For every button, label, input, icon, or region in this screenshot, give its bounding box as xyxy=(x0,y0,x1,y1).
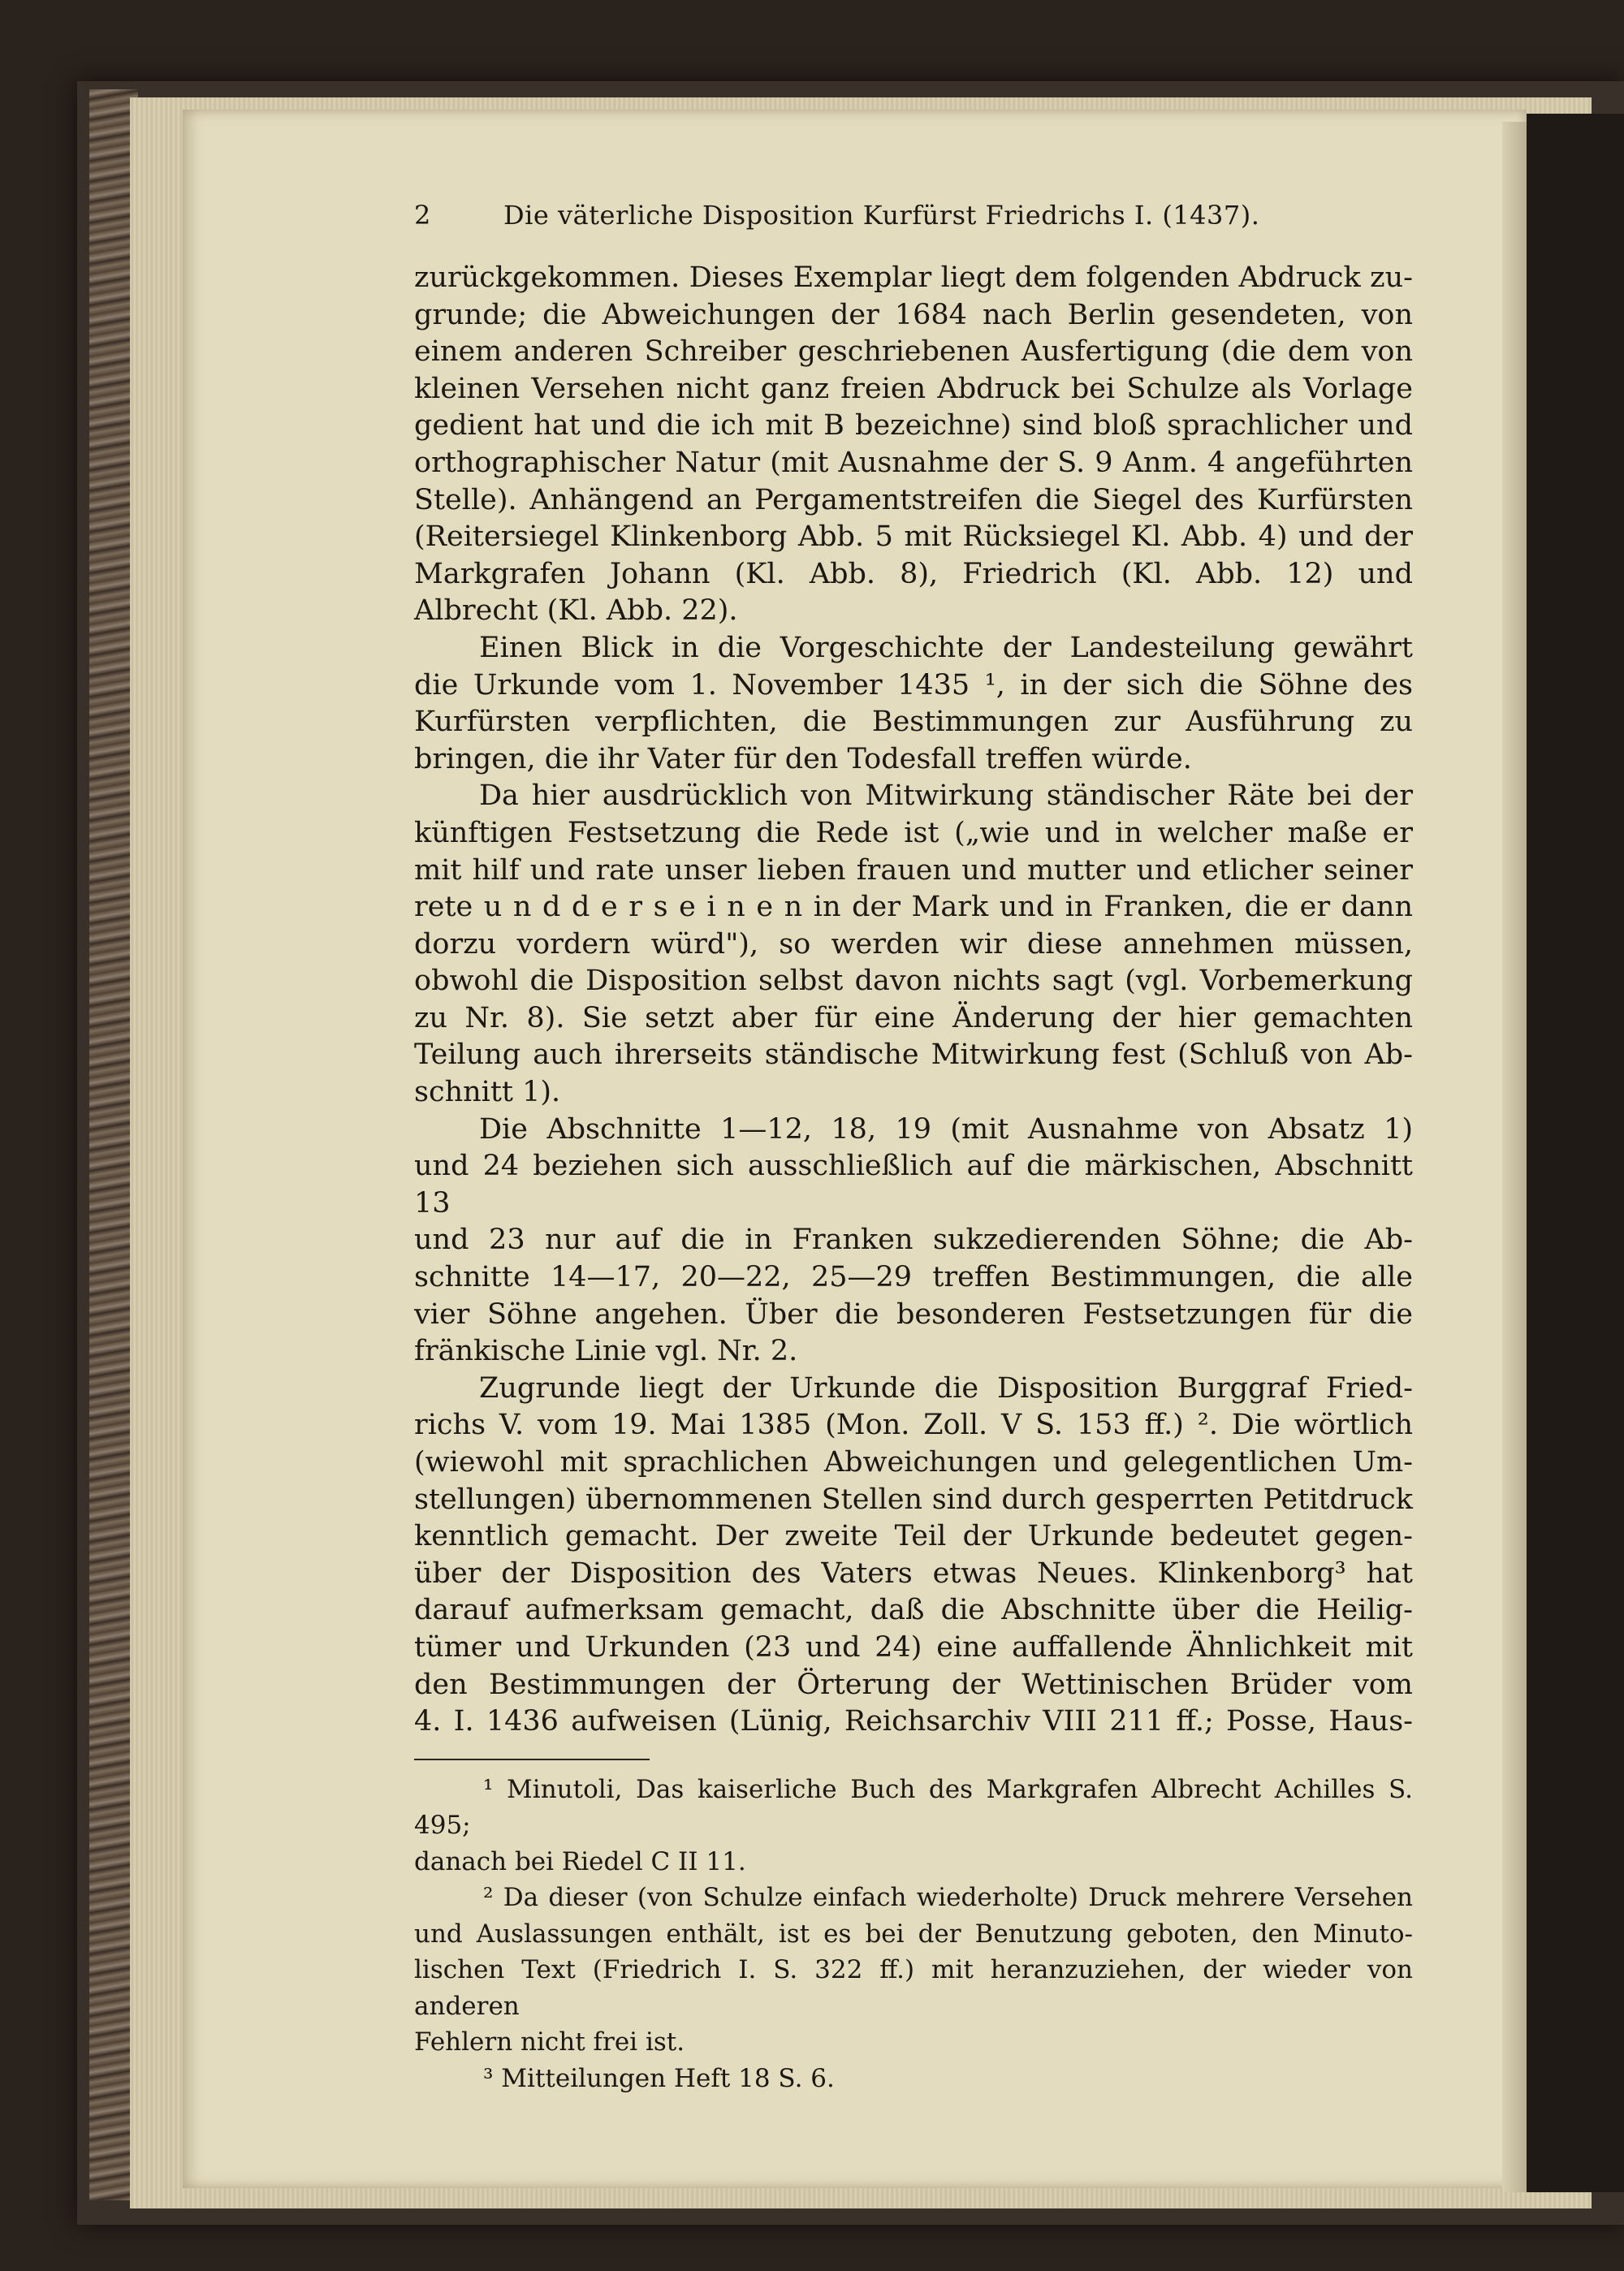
text-line: kleinen Versehen nicht ganz freien Abdruck bei Schulze als Vorlage xyxy=(414,372,1413,405)
footnote-line: Fehlern nicht frei ist. xyxy=(414,2027,685,2057)
text-line: darauf aufmerksam gemacht, daß die Abschnitte über die Heilig- xyxy=(414,1594,1413,1627)
text-line: zurückgekommen. Dieses Exemplar liegt dem folgenden Abdruck zu- xyxy=(414,261,1413,294)
footnotes xyxy=(414,1772,1413,2097)
text-line: Albrecht (Kl. Abb. 22). xyxy=(414,594,738,628)
text-line: obwohl die Disposition selbst davon nichts sagt (vgl. Vorbemerkung xyxy=(414,965,1413,998)
text-line: richs V. vom 19. Mai 1385 (Mon. Zoll. V S. 153 ff.) ². Die wörtlich xyxy=(414,1409,1413,1442)
text-line: fränkische Linie vgl. Nr. 2. xyxy=(414,1335,798,1368)
text-line: orthographischer Natur (mit Ausnahme der S. 9 Anm. 4 angeführten xyxy=(414,446,1413,479)
running-head: Die väterliche Disposition Kurfürst Friedrichs I. (1437). xyxy=(503,200,1260,231)
text-line: (Reitersiegel Klinkenborg Abb. 5 mit Rücksiegel Kl. Abb. 4) und der xyxy=(414,520,1413,554)
text-line: zu Nr. 8). Sie setzt aber für eine Änderung der hier gemachten xyxy=(414,1001,1413,1034)
text-line: und 23 nur auf die in Franken sukzedierenden Söhne; die Ab- xyxy=(414,1224,1413,1257)
facing-page-edge xyxy=(1502,122,1527,2192)
text-line: künftigen Festsetzung die Rede ist („wie und in welcher maße er xyxy=(414,816,1413,849)
text-line: Einen Blick in die Vorgeschichte der Landesteilung gewährt xyxy=(479,631,1413,664)
footnote-line: lischen Text (Friedrich I. S. 322 ff.) mit heranzuziehen, der wieder von anderen xyxy=(414,1955,1413,2021)
text-line: die Urkunde vom 1. November 1435 ¹, in der sich die Söhne des xyxy=(414,668,1413,702)
footnote-line: ² Da dieser (von Schulze einfach wiederholte) Druck mehrere Versehen xyxy=(483,1883,1413,1913)
text-line: vier Söhne angehen. Über die besonderen Festsetzungen für die xyxy=(414,1297,1413,1331)
text-line: Teilung auch ihrerseits ständische Mitwirkung fest (Schluß von Ab- xyxy=(414,1038,1413,1072)
text-line: den Bestimmungen der Örterung der Wettinischen Brüder vom xyxy=(414,1668,1413,1701)
page-content xyxy=(414,195,1413,2096)
text-line: Stelle). Anhängend an Pergamentstreifen die Siegel des Kurfürsten xyxy=(414,483,1413,516)
text-line: (wiewohl mit sprachlichen Abweichungen und gelegentlichen Um- xyxy=(414,1446,1413,1479)
text-line: rete u n d d e r s e i n e n in der Mark und in Franken, die er dann xyxy=(414,891,1413,924)
text-line: stellungen) übernommenen Stellen sind durch gesperrten Petitdruck xyxy=(414,1483,1413,1516)
text-line: gedient hat und die ich mit B bezeichne) sind bloß sprachlicher und xyxy=(414,409,1413,443)
facing-page-shadow xyxy=(1518,114,1624,2192)
footnote-rule xyxy=(414,1759,650,1760)
text-line: tümer und Urkunden (23 und 24) eine auffallende Ähnlichkeit mit xyxy=(414,1630,1413,1664)
text-line: Markgrafen Johann (Kl. Abb. 8), Friedrich (Kl. Abb. 12) und xyxy=(414,557,1413,590)
footnote-line: ¹ Minutoli, Das kaiserliche Buch des Markgrafen Albrecht Achilles S. 495; xyxy=(414,1774,1413,1841)
footnote-line: und Auslassungen enthält, ist es bei der Benutzung geboten, den Minuto- xyxy=(414,1919,1413,1949)
body-text xyxy=(414,260,1413,1741)
text-line: über der Disposition des Vaters etwas Neues. Klinkenborg³ hat xyxy=(414,1556,1413,1590)
footnote-line: ³ Mitteilungen Heft 18 S. 6. xyxy=(483,2063,835,2093)
text-line: grunde; die Abweichungen der 1684 nach Berlin gesendeten, von xyxy=(414,298,1413,331)
page-header xyxy=(414,195,1413,244)
footnote-line: danach bei Riedel C II 11. xyxy=(414,1846,746,1876)
text-line: und 24 beziehen sich ausschließlich auf die märkischen, Abschnitt 13 xyxy=(414,1150,1413,1220)
text-line: Zugrunde liegt der Urkunde die Disposition Burggraf Fried- xyxy=(479,1371,1413,1405)
page-number: 2 xyxy=(414,200,431,231)
text-line: dorzu vordern würd"), so werden wir diese annehmen müssen, xyxy=(414,927,1413,961)
text-line: mit hilf und rate unser lieben frauen und mutter und etlicher seiner xyxy=(414,853,1413,887)
text-line: Da hier ausdrücklich von Mitwirkung ständischer Räte bei der xyxy=(479,779,1413,813)
text-line: bringen, die ihr Vater für den Todesfall treffen würde. xyxy=(414,742,1192,775)
text-line: schnitte 14—17, 20—22, 25—29 treffen Bestimmungen, die alle xyxy=(414,1261,1413,1294)
text-line: 4. I. 1436 aufweisen (Lünig, Reichsarchiv VIII 211 ff.; Posse, Haus- xyxy=(414,1705,1413,1738)
text-line: kenntlich gemacht. Der zweite Teil der Urkunde bedeutet gegen- xyxy=(414,1520,1413,1553)
text-line: Kurfürsten verpflichten, die Bestimmungen zur Ausführung zu xyxy=(414,706,1413,739)
text-line: Die Abschnitte 1—12, 18, 19 (mit Ausnahme von Absatz 1) xyxy=(479,1112,1413,1146)
text-line: schnitt 1). xyxy=(414,1076,561,1109)
text-line: einem anderen Schreiber geschriebenen Ausfertigung (die dem von xyxy=(414,335,1413,369)
